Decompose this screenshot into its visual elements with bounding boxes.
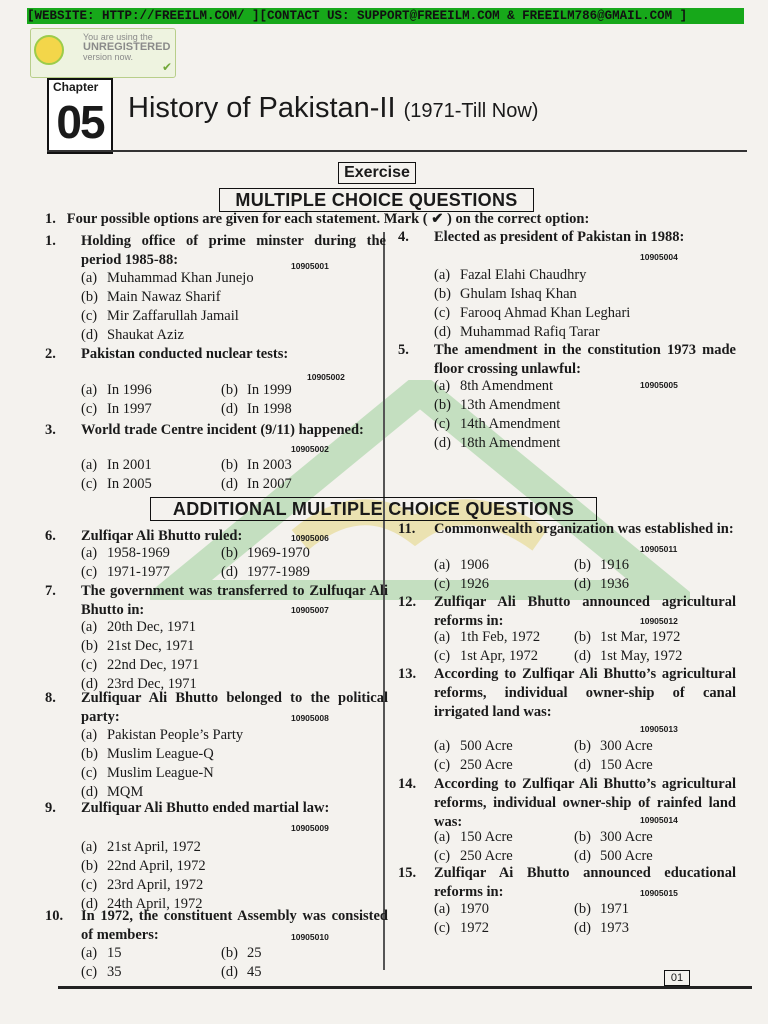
option-text: 1969-1970 xyxy=(247,545,310,561)
option-label: (c) xyxy=(81,308,98,324)
option-b[interactable] xyxy=(221,944,262,963)
option-label: (c) xyxy=(434,920,451,936)
option-a[interactable] xyxy=(81,944,122,963)
unregistered-watermark xyxy=(30,28,176,78)
option-label: (b) xyxy=(81,289,98,305)
option-label: (c) xyxy=(81,401,98,417)
option-label: (c) xyxy=(81,476,98,492)
option-text: 300 Acre xyxy=(600,738,653,754)
option-text: Main Nawaz Sharif xyxy=(107,289,221,305)
option-c[interactable] xyxy=(434,647,538,666)
option-text: Farooq Ahmad Khan Leghari xyxy=(460,305,631,321)
option-c[interactable] xyxy=(81,876,203,895)
option-text: 1936 xyxy=(600,576,629,592)
option-text: In 1999 xyxy=(247,382,292,398)
option-b[interactable] xyxy=(81,857,206,876)
chapter-subtitle: (1971-Till Now) xyxy=(403,100,539,122)
option-text: 1970 xyxy=(460,901,489,917)
option-d[interactable] xyxy=(221,475,292,494)
footer-rule xyxy=(58,986,752,989)
option-text: 500 Acre xyxy=(460,738,513,754)
option-text: 150 Acre xyxy=(460,829,513,845)
option-label: (a) xyxy=(81,727,98,743)
option-text: 25 xyxy=(247,945,262,961)
option-text: Fazal Elahi Chaudhry xyxy=(460,267,587,283)
option-label: (d) xyxy=(81,327,98,343)
option-text: Pakistan People’s Party xyxy=(107,727,244,743)
option-b[interactable] xyxy=(574,628,680,647)
question-code: 10905002 xyxy=(291,444,329,454)
question-number: 14. xyxy=(398,776,417,792)
option-label: (a) xyxy=(81,382,98,398)
watermark-text: You are using the UNREGISTERED version now. xyxy=(83,32,171,62)
question-stem: In 1972, the constituent Assembly was consisted of members: xyxy=(81,908,388,943)
question-stem: Holding office of prime minster during the period 1985-88: xyxy=(81,233,386,268)
option-a[interactable] xyxy=(434,628,540,647)
option-text: 500 Acre xyxy=(600,848,653,864)
option-label: (c) xyxy=(434,416,451,432)
option-text: Muslim League-N xyxy=(107,765,214,781)
option-c[interactable] xyxy=(434,415,560,434)
page-number: 01 xyxy=(664,970,690,986)
question-code: 10905010 xyxy=(291,932,329,942)
option-label: (a) xyxy=(434,829,451,845)
option-label: (a) xyxy=(434,267,451,283)
option-text: 1972 xyxy=(460,920,489,936)
option-text: 1906 xyxy=(460,557,489,573)
option-label: (d) xyxy=(81,896,98,912)
option-b[interactable] xyxy=(221,381,292,400)
option-text: 20th Dec, 1971 xyxy=(107,619,196,635)
option-text: 23rd April, 1972 xyxy=(107,877,204,893)
option-text: In 1997 xyxy=(107,401,152,417)
option-text: Mir Zaffarullah Jamail xyxy=(107,308,239,324)
title-rule xyxy=(47,150,747,152)
option-label: (b) xyxy=(574,829,591,845)
question-stem: Zulfiquar Ali Bhutto belonged to the political party: xyxy=(81,690,388,725)
question-stem: Zulfiquar Ali Bhutto ended martial law: xyxy=(81,800,330,816)
question-code: 10905015 xyxy=(640,888,678,898)
option-text: 22nd Dec, 1971 xyxy=(107,657,200,673)
option-text: Muhammad Khan Junejo xyxy=(107,270,254,286)
option-a[interactable] xyxy=(434,377,553,396)
option-label: (d) xyxy=(434,324,451,340)
option-text: 45 xyxy=(247,964,262,980)
question-code: 10905005 xyxy=(640,380,678,390)
chapter-badge xyxy=(47,78,113,154)
option-text: 15 xyxy=(107,945,122,961)
option-text: 1st Apr, 1972 xyxy=(460,648,538,664)
question-stem: World trade Centre incident (9/11) happened: xyxy=(81,422,364,438)
option-text: 18th Amendment xyxy=(460,435,561,451)
option-text: Shaukat Aziz xyxy=(107,327,184,343)
option-c[interactable] xyxy=(434,756,513,775)
chapter-number: 05 xyxy=(56,96,104,148)
option-label: (c) xyxy=(81,657,98,673)
option-a[interactable] xyxy=(81,618,196,637)
option-text: 35 xyxy=(107,964,122,980)
option-c[interactable] xyxy=(434,919,489,938)
option-label: (b) xyxy=(81,638,98,654)
option-label: (c) xyxy=(81,877,98,893)
question-number: 6. xyxy=(45,528,56,544)
option-text: 1958-1969 xyxy=(107,545,170,561)
question-number: 7. xyxy=(45,583,56,599)
option-d[interactable] xyxy=(221,563,310,582)
option-d[interactable] xyxy=(574,919,629,938)
mcq-heading: MULTIPLE CHOICE QUESTIONS xyxy=(219,188,534,212)
option-label: (c) xyxy=(434,648,451,664)
question-number: 5. xyxy=(398,342,409,358)
option-label: (a) xyxy=(81,545,98,561)
option-a[interactable] xyxy=(81,381,152,400)
option-text: 1st Mar, 1972 xyxy=(600,629,681,645)
option-text: 150 Acre xyxy=(600,757,653,773)
option-label: (c) xyxy=(81,964,98,980)
option-c[interactable] xyxy=(81,656,199,675)
option-d[interactable] xyxy=(434,323,600,342)
option-label: (b) xyxy=(81,858,98,874)
option-label: (a) xyxy=(434,629,451,645)
option-text: MQM xyxy=(107,784,144,800)
option-text: 300 Acre xyxy=(600,829,653,845)
option-label: (b) xyxy=(81,746,98,762)
option-label: (d) xyxy=(81,784,98,800)
question-number: 8. xyxy=(45,690,56,706)
exercise-heading: Exercise xyxy=(338,162,416,184)
option-a[interactable] xyxy=(434,737,513,756)
option-b[interactable] xyxy=(574,828,653,847)
question-number: 4. xyxy=(398,229,409,245)
option-b[interactable] xyxy=(574,737,653,756)
option-label: (d) xyxy=(574,757,591,773)
option-c[interactable] xyxy=(434,304,630,323)
option-text: In 1998 xyxy=(247,401,292,417)
option-d[interactable] xyxy=(221,963,262,982)
option-label: (b) xyxy=(434,397,451,413)
option-label: (b) xyxy=(574,629,591,645)
website-contact-bar: [WEBSITE: HTTP://FREEILM.COM/ ][CONTACT US: SUPPORT@FREEILM.COM & FREEILM786@GMAIL.COM ] xyxy=(27,8,744,24)
option-label: (a) xyxy=(81,619,98,635)
option-label: (c) xyxy=(434,305,451,321)
option-label: (c) xyxy=(434,576,451,592)
question-stem: According to Zulfiqar Ali Bhutto’s agricultural reforms, individual owner-ship of canal irrigated land was: xyxy=(434,666,736,720)
option-a[interactable] xyxy=(434,828,513,847)
option-c[interactable] xyxy=(81,963,122,982)
question-code: 10905011 xyxy=(640,544,678,554)
option-text: In 2007 xyxy=(247,476,292,492)
question-number: 11. xyxy=(398,521,416,537)
option-label: (b) xyxy=(221,545,238,561)
question-code: 10905014 xyxy=(640,815,678,825)
question-number: 2. xyxy=(45,346,56,362)
question-code: 10905004 xyxy=(640,252,678,262)
option-label: (d) xyxy=(574,920,591,936)
option-b[interactable] xyxy=(434,285,577,304)
option-text: 13th Amendment xyxy=(460,397,561,413)
option-label: (c) xyxy=(81,564,98,580)
option-a[interactable] xyxy=(81,544,170,563)
option-label: (a) xyxy=(81,945,98,961)
option-label: (a) xyxy=(81,839,98,855)
option-text: 1971-1977 xyxy=(107,564,170,580)
option-b[interactable] xyxy=(434,396,560,415)
option-c[interactable] xyxy=(81,400,152,419)
option-c[interactable] xyxy=(81,563,170,582)
option-text: 250 Acre xyxy=(460,848,513,864)
option-a[interactable] xyxy=(81,269,254,288)
chapter-title: History of Pakistan-II (1971-Till Now) xyxy=(128,92,539,124)
option-text: In 2003 xyxy=(247,457,292,473)
question-code: 10905001 xyxy=(291,261,329,271)
option-d[interactable] xyxy=(81,326,184,345)
option-label: (d) xyxy=(221,476,238,492)
option-label: (d) xyxy=(221,564,238,580)
option-d[interactable] xyxy=(574,575,629,594)
option-c[interactable] xyxy=(81,475,152,494)
option-d[interactable] xyxy=(434,434,560,453)
option-label: (b) xyxy=(221,945,238,961)
option-text: 21st Dec, 1971 xyxy=(107,638,195,654)
option-label: (b) xyxy=(221,382,238,398)
option-text: 22nd April, 1972 xyxy=(107,858,206,874)
question-number: 13. xyxy=(398,666,417,682)
option-text: In 2005 xyxy=(107,476,152,492)
option-a[interactable] xyxy=(434,900,489,919)
option-b[interactable] xyxy=(81,288,221,307)
question-stem: Zulfiqar Ali Bhutto ruled: xyxy=(81,528,243,544)
question-stem: According to Zulfiqar Ali Bhutto’s agricultural reforms, individual owner-ship of rainfed land was: xyxy=(434,776,736,830)
option-label: (d) xyxy=(574,576,591,592)
option-text: 1th Feb, 1972 xyxy=(460,629,541,645)
question-code: 10905008 xyxy=(291,713,329,723)
option-label: (c) xyxy=(434,757,451,773)
option-label: (d) xyxy=(434,435,451,451)
chapter-label: Chapter xyxy=(53,80,99,94)
option-b[interactable] xyxy=(221,544,310,563)
question-number: 3. xyxy=(45,422,56,438)
option-c[interactable] xyxy=(81,307,239,326)
option-b[interactable] xyxy=(221,456,292,475)
question-code: 10905009 xyxy=(291,823,329,833)
checkmark-icon: ✔ xyxy=(161,60,172,74)
question-code: 10905012 xyxy=(640,616,678,626)
option-label: (d) xyxy=(81,676,98,692)
option-label: (a) xyxy=(81,457,98,473)
question-stem: Commonwealth organization was established in: xyxy=(434,521,734,537)
additional-mcq-heading: ADDITIONAL MULTIPLE CHOICE QUESTIONS xyxy=(150,497,597,521)
question-code: 10905013 xyxy=(640,724,678,734)
option-text: 1977-1989 xyxy=(247,564,310,580)
option-text: Muhammad Rafiq Tarar xyxy=(460,324,600,340)
option-text: 8th Amendment xyxy=(460,378,554,394)
question-stem: Pakistan conducted nuclear tests: xyxy=(81,346,289,362)
option-d[interactable] xyxy=(574,647,682,666)
question-stem: Zulfiqar Ali Bhutto announced agricultural reforms in: xyxy=(434,594,736,629)
option-c[interactable] xyxy=(81,764,214,783)
option-label: (a) xyxy=(434,557,451,573)
option-text: Ghulam Ishaq Khan xyxy=(460,286,577,302)
question-number: 10. xyxy=(45,908,64,924)
option-text: 1st May, 1972 xyxy=(600,648,683,664)
option-label: (a) xyxy=(81,270,98,286)
option-b[interactable] xyxy=(574,900,629,919)
option-label: (a) xyxy=(434,738,451,754)
option-text: 1973 xyxy=(600,920,629,936)
question-number: 9. xyxy=(45,800,56,816)
option-label: (d) xyxy=(574,648,591,664)
option-label: (a) xyxy=(434,901,451,917)
option-label: (b) xyxy=(574,557,591,573)
option-text: In 2001 xyxy=(107,457,152,473)
option-c[interactable] xyxy=(434,575,489,594)
option-label: (c) xyxy=(434,848,451,864)
question-number: 15. xyxy=(398,865,417,881)
option-label: (a) xyxy=(434,378,451,394)
option-b[interactable] xyxy=(81,745,214,764)
question-number: 12. xyxy=(398,594,417,610)
question-code: 10905007 xyxy=(291,605,329,615)
option-text: 23rd Dec, 1971 xyxy=(107,676,197,692)
option-text: Muslim League-Q xyxy=(107,746,214,762)
option-d[interactable] xyxy=(221,400,292,419)
option-d[interactable] xyxy=(574,756,653,775)
option-text: 24th April, 1972 xyxy=(107,896,203,912)
option-label: (b) xyxy=(221,457,238,473)
option-a[interactable] xyxy=(434,556,489,575)
question-number: 1. xyxy=(45,233,56,249)
option-text: 1971 xyxy=(600,901,629,917)
option-text: 21st April, 1972 xyxy=(107,839,201,855)
option-label: (d) xyxy=(221,401,238,417)
option-label: (b) xyxy=(574,738,591,754)
option-text: 14th Amendment xyxy=(460,416,561,432)
question-stem: Elected as president of Pakistan in 1988: xyxy=(434,229,685,245)
option-label: (d) xyxy=(574,848,591,864)
option-a[interactable] xyxy=(434,266,586,285)
question-stem: The government was transferred to Zulfuqar Ali Bhutto in: xyxy=(81,583,388,618)
question-stem: The amendment in the constitution 1973 made floor crossing unlawful: xyxy=(434,342,736,377)
option-text: In 1996 xyxy=(107,382,152,398)
option-label: (c) xyxy=(81,765,98,781)
option-label: (b) xyxy=(434,286,451,302)
option-text: 1926 xyxy=(460,576,489,592)
option-b[interactable] xyxy=(81,637,194,656)
question-code: 10905002 xyxy=(307,372,345,382)
option-a[interactable] xyxy=(81,726,243,745)
option-text: 250 Acre xyxy=(460,757,513,773)
question-code: 10905006 xyxy=(291,533,329,543)
option-text: 1916 xyxy=(600,557,629,573)
instruction: 1. Four possible options are given for each statement. Mark ( ✔ ) on the correct option: xyxy=(45,211,590,227)
option-b[interactable] xyxy=(574,556,629,575)
option-a[interactable] xyxy=(81,838,201,857)
question-stem: Zulfiqar Ai Bhutto announced educational reforms in: xyxy=(434,865,736,900)
watermark-logo-icon xyxy=(34,35,64,65)
option-label: (b) xyxy=(574,901,591,917)
option-label: (d) xyxy=(221,964,238,980)
option-a[interactable] xyxy=(81,456,152,475)
